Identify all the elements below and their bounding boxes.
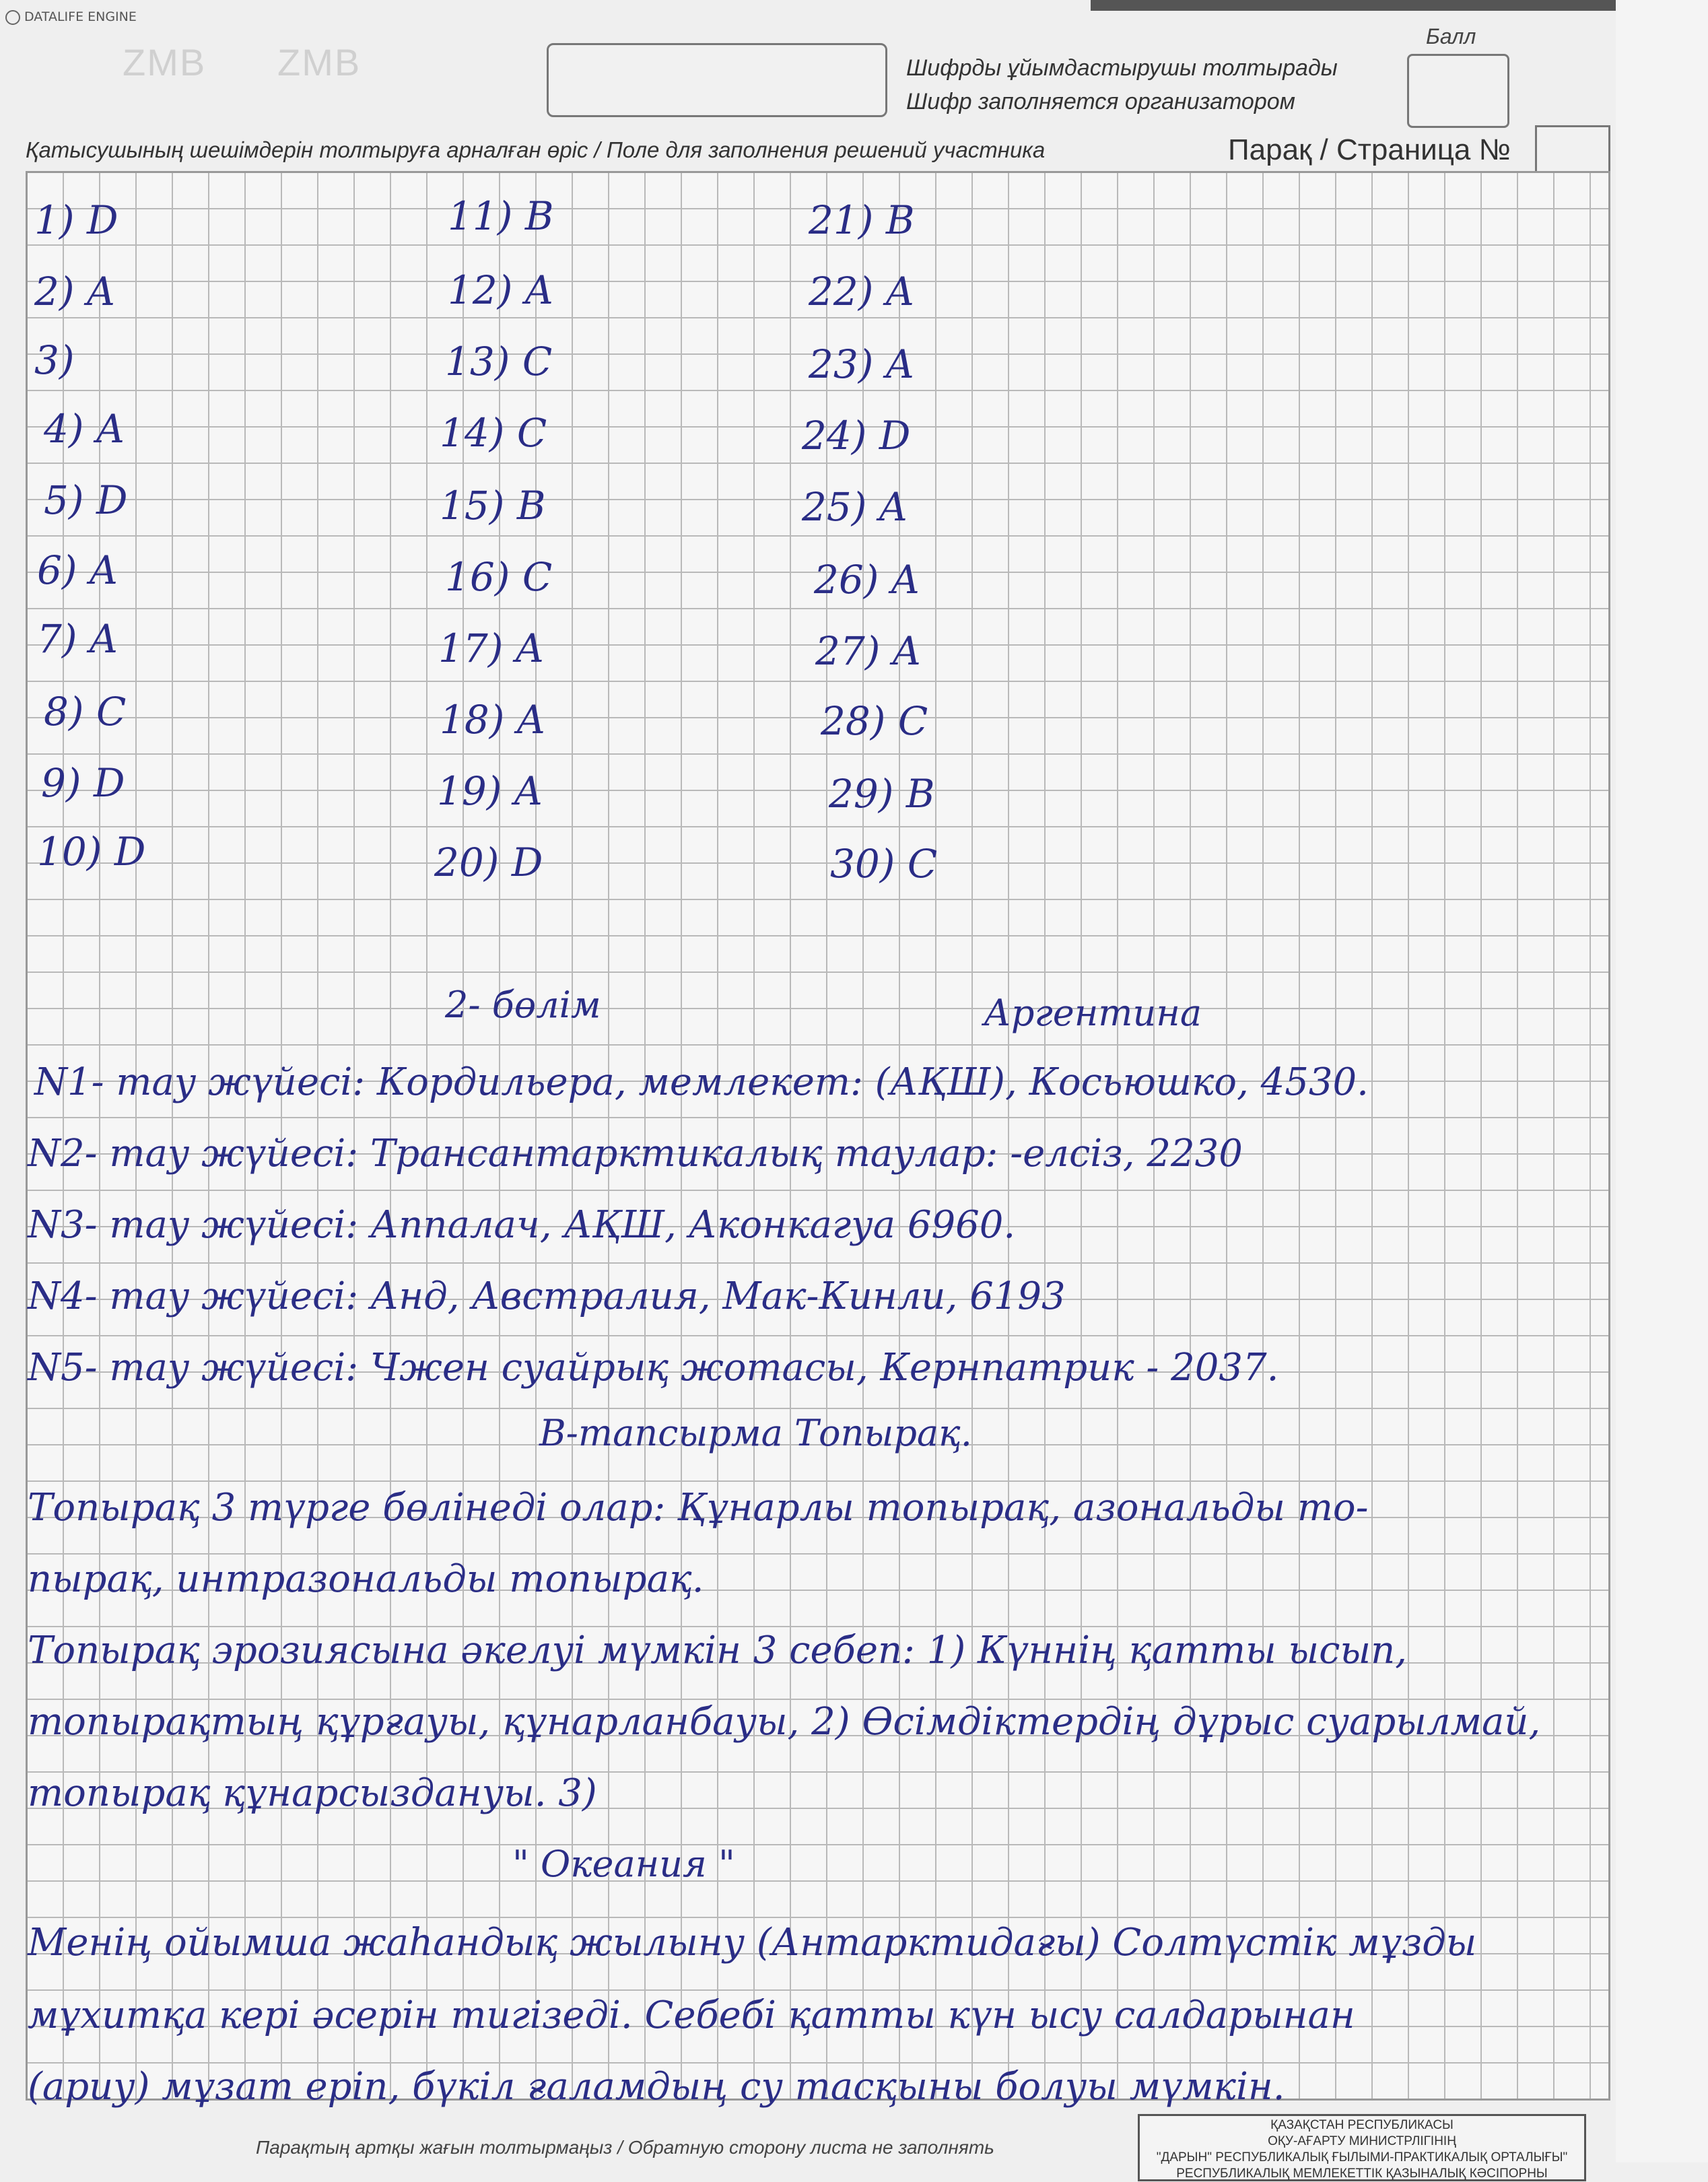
- answer-field-label: Қатысушының шешімдерін толтыруға арналған өріс / Поле для заполнения решений участника: [26, 137, 1046, 162]
- mountain-line-5: N5- тау жүйесі: Чжен суайрық жотасы, Кернпатрик - 2037.: [28, 1346, 1279, 1390]
- answer-30: 30) C: [830, 841, 938, 887]
- section-3-heading: В-тапсырма Топырақ.: [539, 1412, 972, 1454]
- page-number-label: Парақ / Страница №: [1228, 133, 1511, 166]
- stamp-line-1: ҚАЗАҚСТАН РЕСПУБЛИКАСЫ: [1270, 2118, 1454, 2132]
- stamp-line-4: РЕСПУБЛИКАЛЫҚ МЕМЛЕКЕТТІК ҚАЗЫНАЛЫҚ КӘСІПОРНЫ: [1176, 2167, 1548, 2181]
- cipher-kz: Шифрды ұйымдастырушы толтырады: [906, 55, 1338, 81]
- answer-21: 21) B: [809, 197, 915, 243]
- answer-9: 9) D: [41, 760, 125, 806]
- answer-23: 23) A: [809, 341, 914, 387]
- ocean-line-2: мұхитқа кері әсерін тигізеді. Себебі қатты күн ысу салдарынан: [28, 1993, 1355, 2037]
- answer-16: 16) C: [445, 554, 553, 600]
- zmb-mark-left: ZMB: [123, 41, 207, 83]
- score-label: Балл: [1426, 24, 1476, 48]
- answer-15: 15) B: [440, 483, 546, 529]
- score-field[interactable]: [1407, 54, 1509, 128]
- answer-10: 10) D: [37, 829, 146, 875]
- section-2-side-heading: Аргентина: [984, 992, 1202, 1034]
- answer-29: 29) B: [829, 771, 935, 817]
- answer-4: 4) A: [44, 406, 125, 452]
- cipher-instructions: [906, 51, 1338, 118]
- answer-20: 20) D: [434, 840, 543, 885]
- section-4-heading: " Океания ": [512, 1843, 735, 1885]
- ocean-line-3: (ариу) мұзат еріп, бүкіл ғаламдың су тасқыны болуы мүмкін.: [28, 2065, 1285, 2109]
- mountain-line-3: N3- тау жүйесі: Аппалач, АҚШ, Аконкагуа 6960.: [28, 1203, 1016, 1247]
- soil-line-4: топырақтың құрғауы, құнарланбауы, 2) Өсімдіктердің дұрыс суарылмай,: [28, 1700, 1541, 1744]
- soil-line-5: топырақ құнарсыздануы. 3): [28, 1771, 597, 1815]
- ocean-line-1: Менің ойымша жаһандық жылыну (Антарктидағы) Солтүстік мұзды: [28, 1921, 1477, 1965]
- answer-5: 5) D: [44, 477, 128, 523]
- watermark: DATALIFE ENGINE: [5, 9, 137, 25]
- answer-sheet-grid: [26, 171, 1610, 2109]
- scan-top-strip: [1091, 0, 1616, 11]
- organizer-stamp: [1138, 2114, 1586, 2181]
- section-2-heading: 2- бөлім: [445, 984, 601, 1026]
- answer-28: 28) C: [821, 698, 928, 744]
- soil-line-3: Топырақ эрозиясына әкелуі мүмкін 3 себеп: 1) Күннің қатты ысып,: [28, 1629, 1407, 1672]
- datalife-logo-icon: [5, 10, 20, 25]
- footer-note: Парақтың артқы жағын толтырмаңыз / Обратную сторону листа не заполнять: [256, 2137, 994, 2158]
- answer-25: 25) A: [802, 484, 908, 530]
- answer-24: 24) D: [802, 413, 911, 458]
- answer-26: 26) A: [814, 557, 920, 603]
- page-number-field[interactable]: [1535, 125, 1610, 176]
- answer-1: 1) D: [34, 197, 118, 243]
- mountain-line-2: N2- тау жүйесі: Трансантарктикалық таулар: -елсіз, 2230: [28, 1132, 1243, 1175]
- soil-line-1: Топырақ 3 түрге бөлінеді олар: Құнарлы топырақ, азональды то-: [28, 1486, 1369, 1530]
- zmb-mark-right: ZMB: [277, 41, 362, 83]
- answer-2: 2) A: [34, 269, 115, 314]
- cipher-field[interactable]: [547, 43, 887, 117]
- answer-13: 13) C: [445, 339, 553, 384]
- answer-11: 11) B: [448, 193, 554, 239]
- answer-17: 17) A: [438, 625, 544, 671]
- soil-line-2: пырақ, интразональды топырақ.: [28, 1557, 704, 1601]
- answer-14: 14) C: [440, 410, 547, 456]
- answer-19: 19) A: [437, 768, 543, 814]
- answer-12: 12) A: [448, 267, 553, 313]
- page-right-edge: [1616, 0, 1708, 2162]
- answer-27: 27) A: [815, 628, 921, 674]
- answer-6: 6) A: [37, 547, 118, 593]
- answer-18: 18) A: [440, 697, 545, 743]
- cipher-ru: Шифр заполняется организатором: [906, 89, 1295, 114]
- answer-8: 8) C: [44, 689, 127, 735]
- mountain-line-4: N4- тау жүйесі: Анд, Австралия, Мак-Кинли, 6193: [28, 1274, 1066, 1318]
- answer-22: 22) A: [809, 269, 914, 314]
- answer-7: 7) A: [37, 616, 118, 662]
- answer-3: 3): [34, 337, 75, 383]
- mountain-line-1: N1- тау жүйесі: Кордильера, мемлекет: (АҚШ), Косьюшко, 4530.: [34, 1060, 1369, 1104]
- stamp-line-3: "ДАРЫН" РЕСПУБЛИКАЛЫҚ ҒЫЛЫМИ-ПРАКТИКАЛЫҚ ОРТАЛЫҒЫ": [1156, 2150, 1568, 2164]
- stamp-line-2: ОҚУ-АҒАРТУ МИНИСТРЛІГІНІҢ: [1268, 2134, 1456, 2148]
